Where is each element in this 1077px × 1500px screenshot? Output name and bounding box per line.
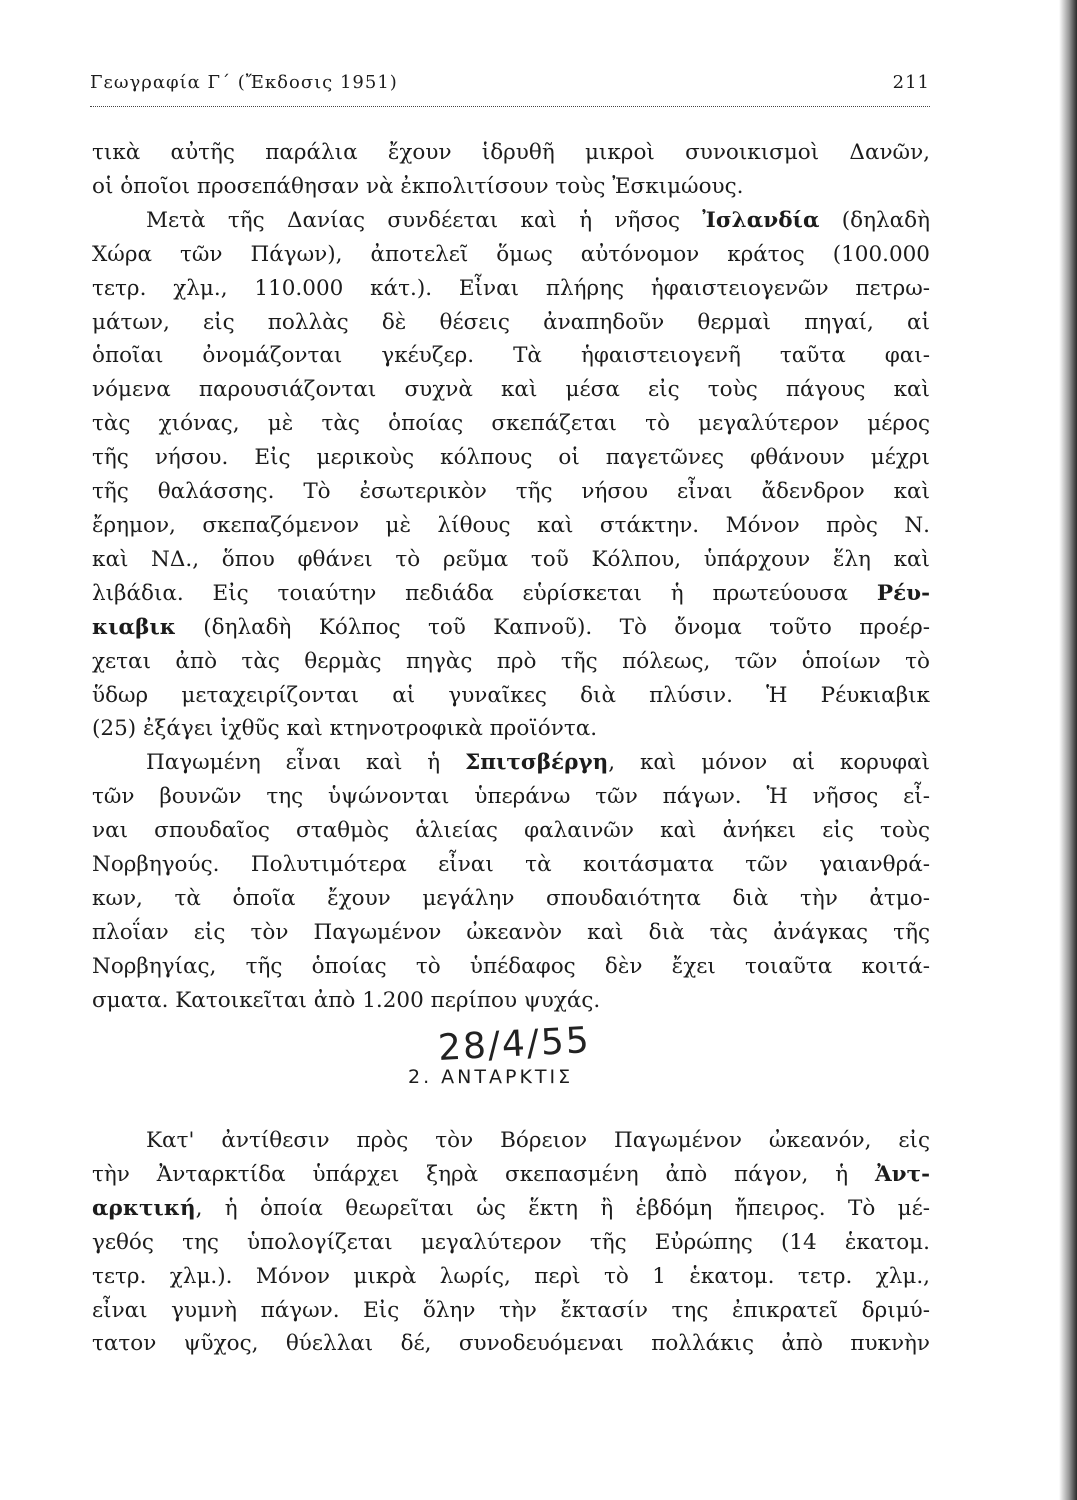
text-line: τῆς νήσου. Εἰς μερικοὺς κόλπους οἱ παγετῶνες φθάνουν μέχρι bbox=[92, 445, 930, 471]
handwritten-date: 28/4/55 bbox=[437, 1020, 592, 1069]
text-line: μάτων, εἰς πολλὰς δὲ θέσεις ἀναπηδοῦν θερμαὶ πηγαί, αἱ bbox=[92, 309, 930, 335]
text-line: τικὰ αὐτῆς παράλια ἔχουν ἱδρυθῆ μικροὶ συνοικισμοὶ Δανῶν, bbox=[92, 140, 930, 165]
text-line: τετρ. χλμ., 110.000 κάτ.). Εἶναι πλήρης ἡφαιστειογενῶν πετρω- bbox=[92, 275, 930, 301]
header-rule bbox=[90, 106, 930, 107]
term-spitsbergen: Σπιτσβέργη bbox=[465, 750, 609, 776]
body-text bbox=[92, 136, 930, 1018]
term-antarctica-end: αρκτική bbox=[92, 1195, 196, 1221]
term-antarctica: Ἀντ- bbox=[875, 1161, 930, 1187]
text-line: οἱ ὁποῖοι προσεπάθησαν νὰ ἐκπολιτίσουν τοὺς Ἐσκιμώους. bbox=[92, 173, 744, 199]
text-line: ἔρημον, σκεπαζόμενον μὲ λίθους καὶ στάκτην. Μόνον πρὸς Ν. bbox=[92, 512, 930, 538]
text-line: τατον ψῦχος, θύελλαι δέ, συνοδευόμεναι πολλάκις ἀπὸ πυκνὴν bbox=[92, 1331, 930, 1357]
text-line: τετρ. χλμ.). Μόνον μικρὰ λωρίς, περὶ τὸ 1 ἑκατομ. τετρ. χλμ., bbox=[92, 1263, 930, 1289]
text-line: τῆς θαλάσσης. Τὸ ἐσωτερικὸν τῆς νήσου εἶναι ἄδενδρον καὶ bbox=[92, 479, 930, 505]
text-line: χεται ἀπὸ τὰς θερμὰς πηγὰς πρὸ τῆς πόλεως, τῶν ὁποίων τὸ bbox=[92, 648, 930, 674]
text-line: πλοΐαν εἰς τὸν Παγωμένον ὠκεανὸν καὶ διὰ τὰς ἀνάγκας τῆς bbox=[92, 919, 930, 945]
book-title: Γεωγραφία Γ΄ (Ἔκδοσις 1951) bbox=[90, 72, 398, 93]
text-line: Κατ' ἀντίθεσιν πρὸς τὸν Βόρειον Παγωμένον ὠκεανόν, εἰς bbox=[146, 1128, 930, 1153]
text-line: σματα. Κατοικεῖται ἀπὸ 1.200 περίπου ψυχάς. bbox=[92, 987, 601, 1013]
text-line: (25) ἐξάγει ἰχθῦς καὶ κτηνοτροφικὰ προϊόντα. bbox=[92, 716, 598, 742]
text-line: ναι σπουδαῖος σταθμὸς ἁλιείας φαλαινῶν καὶ ἀνήκει εἰς τοὺς bbox=[92, 818, 930, 844]
term-iceland: Ἰσλανδία bbox=[702, 207, 820, 233]
text-line: Χώρα τῶν Πάγων), ἀποτελεῖ ὅμως αὐτόνομον κράτος (100.000 bbox=[92, 241, 930, 267]
text-line: Μετὰ τῆς Δανίας συνδέεται καὶ ἡ νῆσος Ἰσλανδία (δηλαδὴ bbox=[146, 207, 930, 233]
text-line: λιβάδια. Εἰς τοιαύτην πεδιάδα εὑρίσκεται ἡ πρωτεύουσα Ρέυ- bbox=[92, 580, 930, 606]
text-line: κιαβικ (δηλαδὴ Κόλπος τοῦ Καπνοῦ). Τὸ ὄνομα τοῦτο προέρ- bbox=[92, 614, 930, 640]
text-line: τὴν Ἀνταρκτίδα ὑπάρχει ξηρὰ σκεπασμένη ἀπὸ πάγον, ἡ Ἀντ- bbox=[92, 1161, 930, 1187]
page-number: 211 bbox=[892, 72, 930, 93]
text-line: Παγωμένη εἶναι καὶ ἡ Σπιτσβέργη, καὶ μόνον αἱ κορυφαὶ bbox=[146, 750, 930, 776]
text-line: τὰς χιόνας, μὲ τὰς ὁποίας σκεπάζεται τὸ μεγαλύτερον μέρος bbox=[92, 411, 930, 437]
text-line: τῶν βουνῶν της ὑψώνονται ὑπεράνω τῶν πάγων. Ἡ νῆσος εἶ- bbox=[92, 784, 930, 810]
section-heading: 2. ΑΝΤΑΡΚΤΙΣ bbox=[408, 1066, 574, 1088]
text-line: νόμενα παρουσιάζονται συχνὰ καὶ μέσα εἰς τοὺς πάγους καὶ bbox=[92, 377, 930, 403]
term-reykjavik-end: κιαβικ bbox=[92, 614, 176, 640]
text-line: ὕδωρ μεταχειρίζονται αἱ γυναῖκες διὰ πλύσιν. Ἡ Ρέυκιαβικ bbox=[92, 682, 930, 708]
page-edge-shadow bbox=[1059, 0, 1077, 1500]
text-line: ὁποῖαι ὀνομάζονται γκέυζερ. Τὰ ἡφαιστειογενῆ ταῦτα φαι- bbox=[92, 343, 930, 369]
text-line: γεθός της ὑπολογίζεται μεγαλύτερον τῆς Εὐρώπης (14 ἑκατομ. bbox=[92, 1229, 930, 1255]
term-reykjavik: Ρέυ- bbox=[876, 580, 930, 606]
text-line: Νορβηγίας, τῆς ὁποίας τὸ ὑπέδαφος δὲν ἔχει τοιαῦτα κοιτά- bbox=[92, 953, 930, 979]
text-line: καὶ ΝΔ., ὅπου φθάνει τὸ ρεῦμα τοῦ Κόλπου, ὑπάρχουν ἕλη καὶ bbox=[92, 546, 930, 572]
section-text bbox=[92, 1124, 930, 1361]
text-line: αρκτική, ἡ ὁποία θεωρεῖται ὡς ἕκτη ἢ ἑβδόμη ἤπειρος. Τὸ μέ- bbox=[92, 1195, 930, 1221]
text-line: Νορβηγούς. Πολυτιμότερα εἶναι τὰ κοιτάσματα τῶν γαιανθρά- bbox=[92, 852, 930, 878]
text-line: κων, τὰ ὁποῖα ἔχουν μεγάλην σπουδαιότητα διὰ τὴν ἀτμο- bbox=[92, 885, 930, 911]
text-line: εἶναι γυμνὴ πάγων. Εἰς ὅλην τὴν ἔκτασίν της ἐπικρατεῖ δριμύ- bbox=[92, 1297, 930, 1323]
